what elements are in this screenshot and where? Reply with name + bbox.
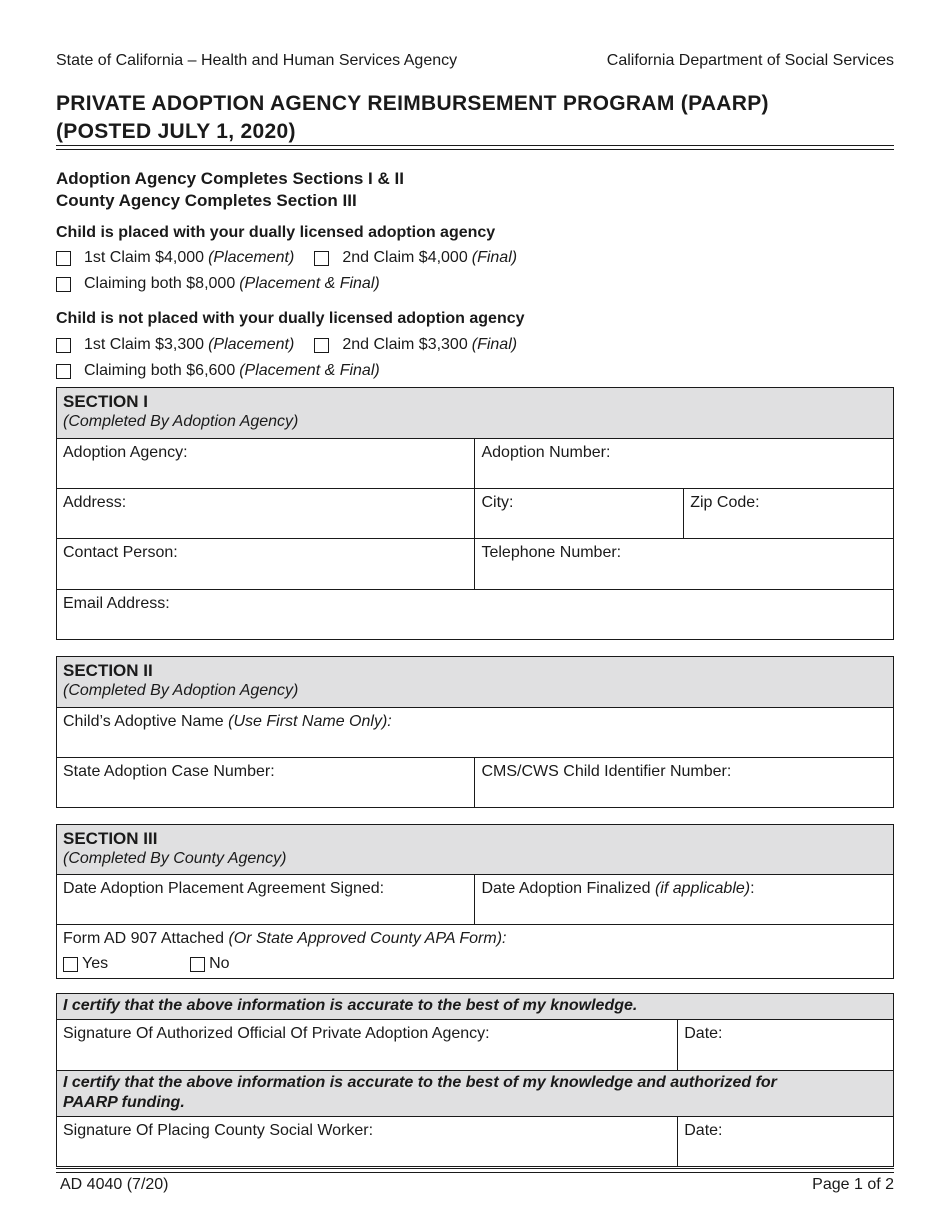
not-placed-both-checkbox[interactable] <box>56 364 71 379</box>
adoption-agency-field[interactable] <box>57 439 475 489</box>
form-title <box>56 90 894 146</box>
not-placed-both-option[interactable] <box>56 362 380 380</box>
form-attached-note: (Or State Approved County APA Form): <box>228 930 507 947</box>
telephone-field[interactable] <box>475 539 894 590</box>
placed-both-label: Claiming both $8,000 <box>84 275 236 292</box>
section-3-table <box>56 824 894 979</box>
not-placed-first-claim-option[interactable] <box>56 336 294 354</box>
county-date-field[interactable] <box>678 1117 894 1167</box>
county-signature-label: Signature Of Placing County Social Worker: <box>63 1122 374 1139</box>
county-certify-statement: I certify that the above information is accurate to the best of my knowledge and authorized for PAARP funding. <box>57 1071 894 1117</box>
not-placed-both-note: (Placement & Final) <box>239 362 380 379</box>
section-1-subtitle: (Completed By Adoption Agency) <box>63 413 299 430</box>
child-name-field[interactable] <box>57 708 894 758</box>
not-placed-first-claim-note: (Placement) <box>208 336 295 353</box>
case-number-label: State Adoption Case Number: <box>63 763 275 780</box>
placement-signed-field[interactable] <box>57 875 475 925</box>
finalized-date-field[interactable] <box>475 875 894 925</box>
section-1-table <box>56 387 894 640</box>
child-name-label: Child’s Adoptive Name <box>63 713 224 730</box>
not-placed-first-claim-label: 1st Claim $3,300 <box>84 336 205 353</box>
email-field[interactable] <box>57 590 894 640</box>
child-name-note: (Use First Name Only): <box>228 713 392 730</box>
form-attached-field <box>57 925 894 979</box>
placed-second-claim-checkbox[interactable] <box>314 251 329 266</box>
placed-first-claim-option[interactable] <box>56 249 294 267</box>
finalized-label: Date Adoption Finalized <box>481 880 651 897</box>
city-label: City: <box>481 494 514 511</box>
finalized-note: (if applicable) <box>654 880 751 897</box>
not-placed-second-claim-note: (Final) <box>471 336 518 353</box>
instructions <box>56 168 404 212</box>
agency-certify-statement: I certify that the above information is accurate to the best of my knowledge. <box>57 994 894 1020</box>
placed-second-claim-option[interactable] <box>314 249 517 267</box>
header-left: State of California – Health and Human Services Agency <box>56 52 458 69</box>
not-placed-second-claim-label: 2nd Claim $3,300 <box>342 336 468 353</box>
yes-checkbox[interactable] <box>63 957 78 972</box>
instructions-line-2: County Agency Completes Section III <box>56 191 357 210</box>
instructions-line-1: Adoption Agency Completes Sections I & II <box>56 169 404 188</box>
telephone-label: Telephone Number: <box>481 544 622 561</box>
page-number: Page 1 of 2 <box>812 1176 894 1193</box>
placement-signed-label: Date Adoption Placement Agreement Signed: <box>63 880 385 897</box>
agency-header <box>56 52 894 70</box>
adoption-number-label: Adoption Number: <box>481 444 611 461</box>
placed-both-option[interactable] <box>56 275 380 293</box>
address-label: Address: <box>63 494 127 511</box>
email-label: Email Address: <box>63 595 170 612</box>
page-footer <box>60 1176 894 1194</box>
cms-id-label: CMS/CWS Child Identifier Number: <box>481 763 732 780</box>
placed-first-claim-note: (Placement) <box>208 249 295 266</box>
placed-first-claim-label: 1st Claim $4,000 <box>84 249 205 266</box>
section-2-header <box>57 657 894 708</box>
form-attached-options <box>63 954 887 974</box>
placed-heading: Child is placed with your dually licensed adoption agency <box>56 224 496 241</box>
section-3-title: SECTION III <box>63 829 158 848</box>
placed-first-claim-checkbox[interactable] <box>56 251 71 266</box>
title-line-1: PRIVATE ADOPTION AGENCY REIMBURSEMENT PROGRAM (PAARP) <box>56 92 769 115</box>
case-number-field[interactable] <box>57 758 475 808</box>
city-field[interactable] <box>475 489 684 539</box>
footer-divider <box>56 1168 894 1173</box>
adoption-number-field[interactable] <box>475 439 894 489</box>
contact-person-field[interactable] <box>57 539 475 590</box>
section-3-subtitle: (Completed By County Agency) <box>63 850 287 867</box>
not-placed-heading: Child is not placed with your dually licensed adoption agency <box>56 310 525 327</box>
zip-code-field[interactable] <box>684 489 894 539</box>
form-id: AD 4040 (7/20) <box>60 1176 169 1193</box>
contact-person-label: Contact Person: <box>63 544 178 561</box>
section-2-table <box>56 656 894 808</box>
yes-label: Yes <box>82 955 109 972</box>
placed-both-checkbox[interactable] <box>56 277 71 292</box>
placed-claims-row <box>56 249 517 267</box>
cms-id-field[interactable] <box>475 758 894 808</box>
placed-second-claim-label: 2nd Claim $4,000 <box>342 249 468 266</box>
header-right: California Department of Social Services <box>606 52 894 69</box>
not-placed-both-label: Claiming both $6,600 <box>84 362 236 379</box>
form-attached-label: Form AD 907 Attached <box>63 930 224 947</box>
agency-date-field[interactable] <box>678 1020 894 1071</box>
certification-table <box>56 993 894 1167</box>
placed-both-note: (Placement & Final) <box>239 275 380 292</box>
no-checkbox[interactable] <box>190 957 205 972</box>
section-1-title: SECTION I <box>63 392 149 411</box>
title-line-2: (POSTED JULY 1, 2020) <box>56 120 296 143</box>
not-placed-first-claim-checkbox[interactable] <box>56 338 71 353</box>
zip-code-label: Zip Code: <box>690 494 760 511</box>
finalized-colon: : <box>750 880 755 897</box>
section-2-title: SECTION II <box>63 661 153 680</box>
agency-date-label: Date: <box>684 1025 723 1042</box>
section-3-header <box>57 825 894 875</box>
no-label: No <box>209 955 230 972</box>
agency-signature-label: Signature Of Authorized Official Of Private Adoption Agency: <box>63 1025 490 1042</box>
not-placed-claims-row <box>56 336 517 354</box>
address-field[interactable] <box>57 489 475 539</box>
agency-signature-field[interactable] <box>57 1020 678 1071</box>
section-1-header <box>57 388 894 439</box>
not-placed-second-claim-option[interactable] <box>314 336 517 354</box>
adoption-agency-label: Adoption Agency: <box>63 444 188 461</box>
section-2-subtitle: (Completed By Adoption Agency) <box>63 682 299 699</box>
not-placed-second-claim-checkbox[interactable] <box>314 338 329 353</box>
county-signature-field[interactable] <box>57 1117 678 1167</box>
county-date-label: Date: <box>684 1122 723 1139</box>
placed-second-claim-note: (Final) <box>471 249 518 266</box>
title-divider <box>56 145 894 150</box>
